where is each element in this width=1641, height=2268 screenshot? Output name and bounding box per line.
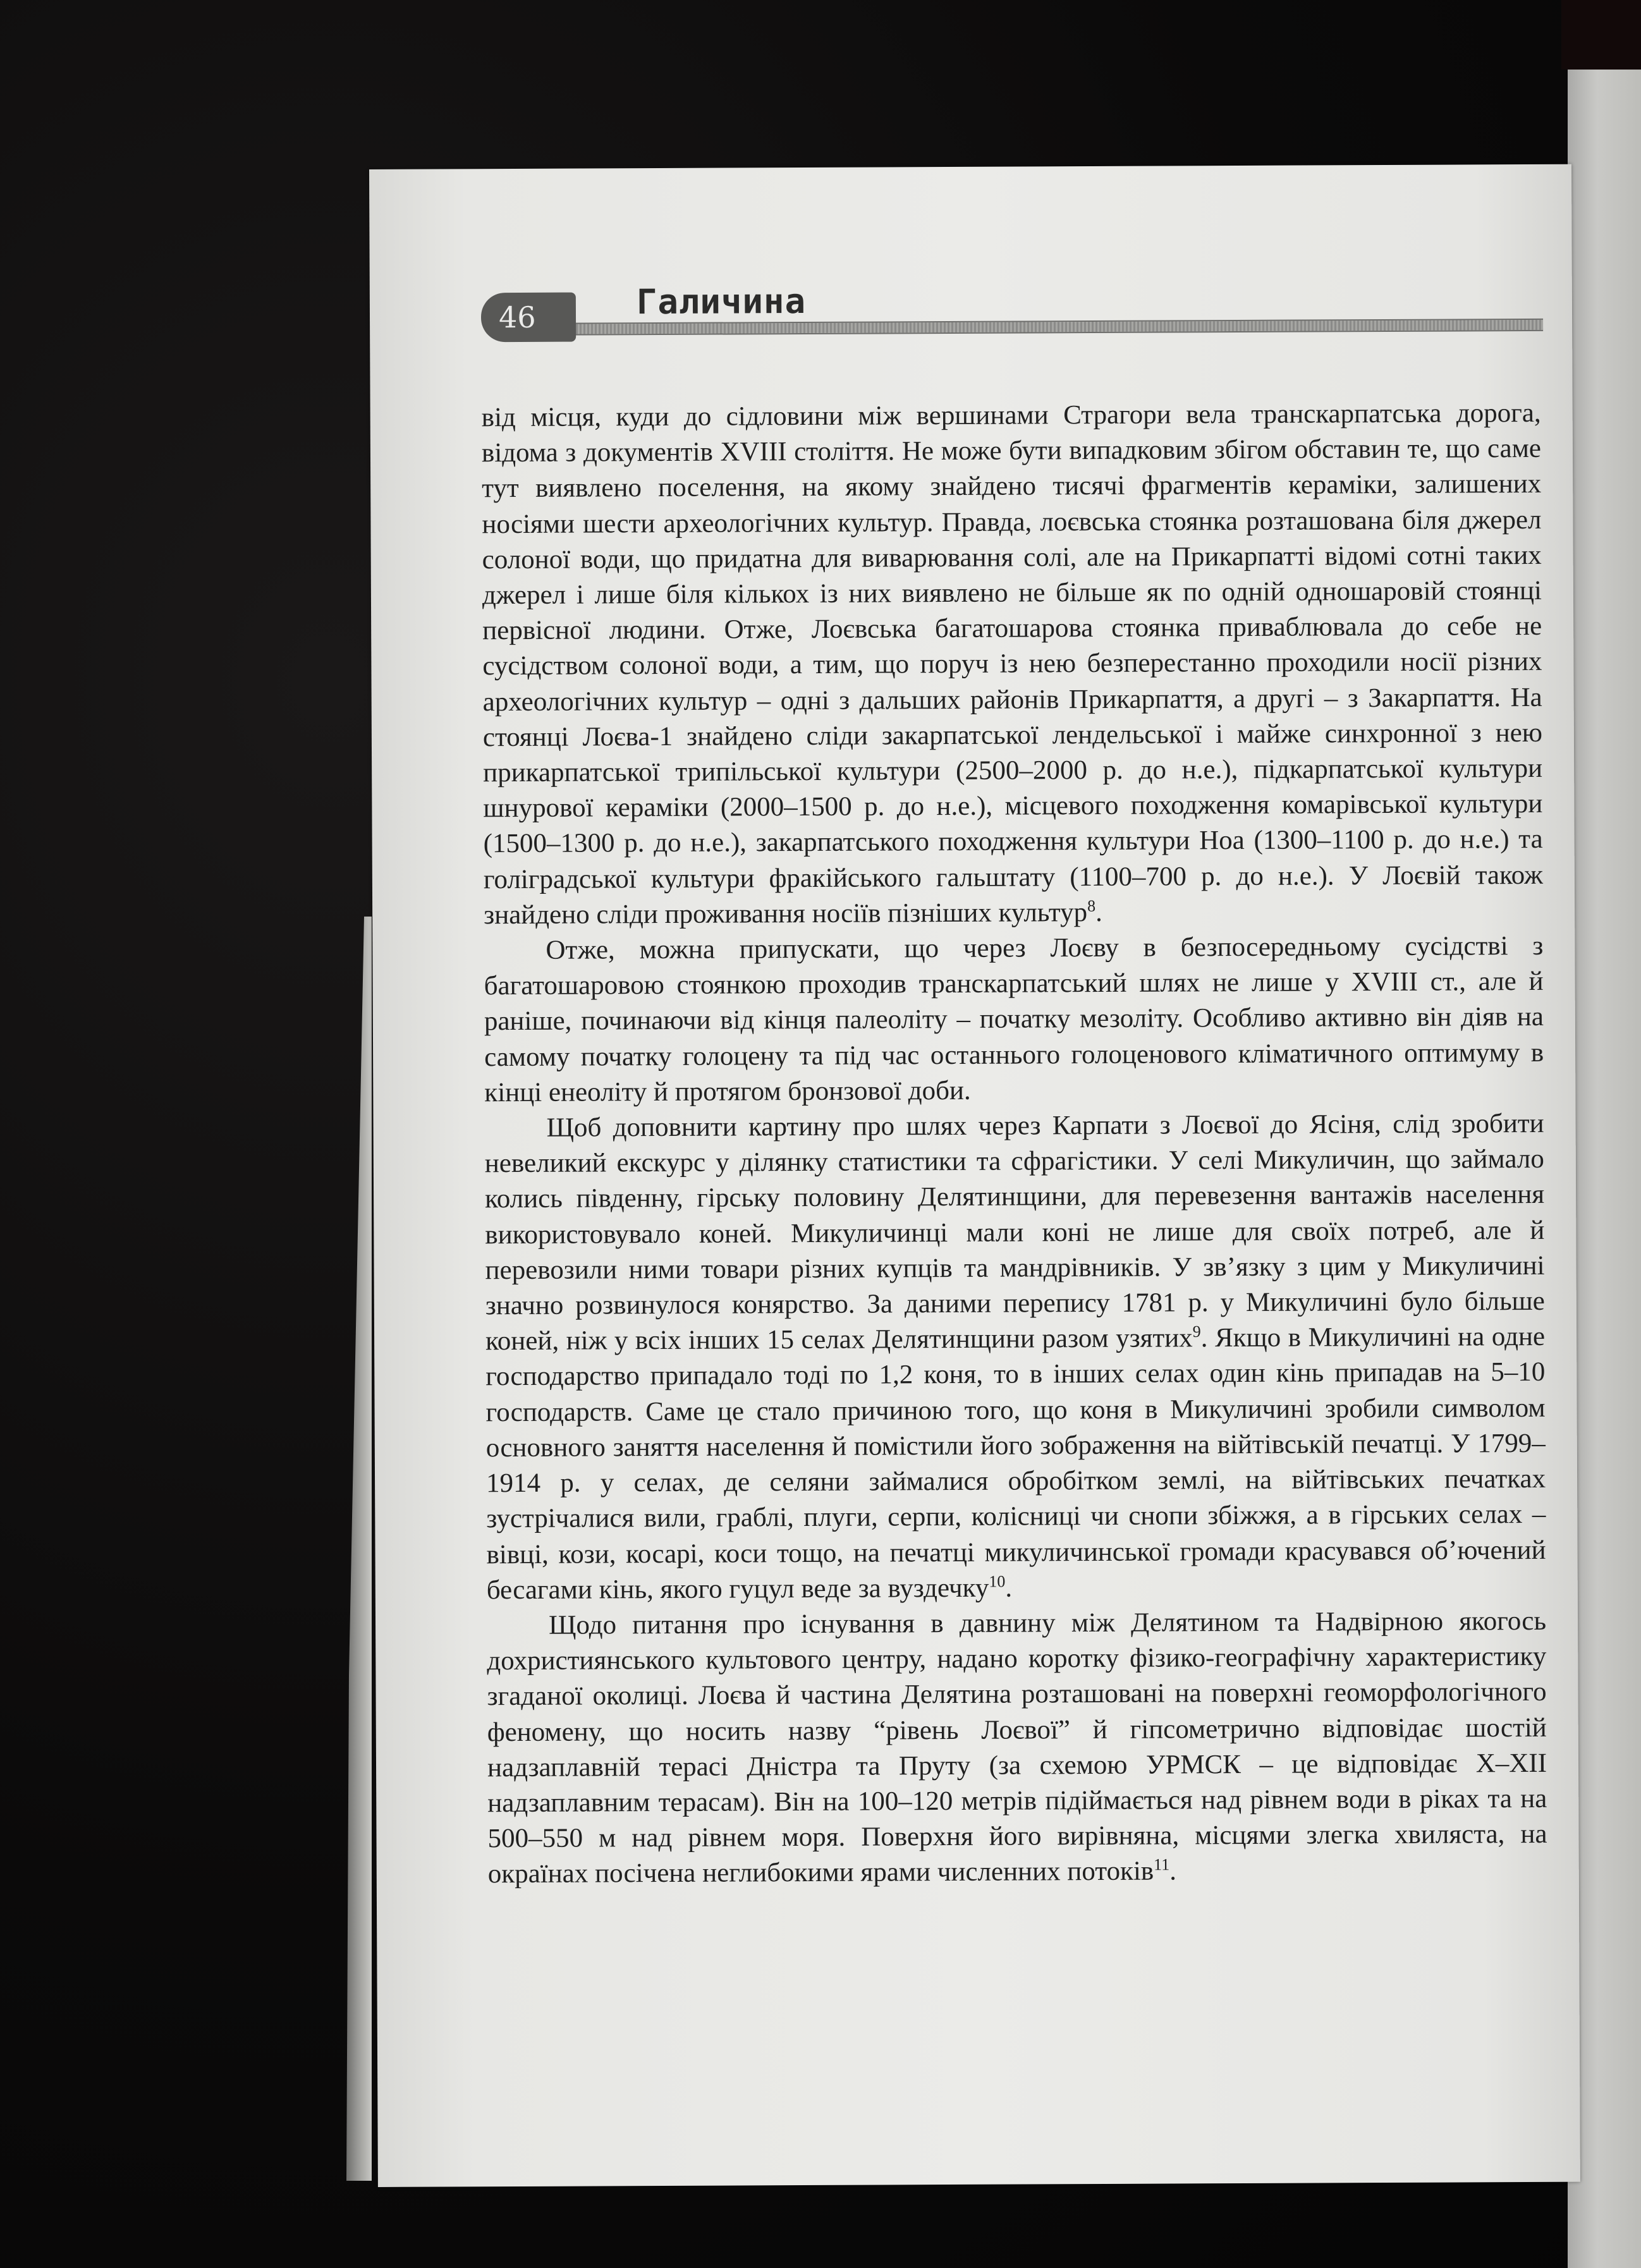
paragraph bbox=[482, 396, 1544, 933]
paragraph-text: від місця, куди до сідловини між вершинами Страгори вела транскарпатська дорога, відома з документів XVIII століття. Не може бути випадковим збігом обставин те, що саме тут виявлено поселення, на якому знайдено тисячі фрагментів кераміки, залишених носіями шести археологічних культур. Правда, лоєвська стоянка розташована біля джерел солоної води, що придатна для виварювання солі, але на Прикарпатті відомі сотні таких джерел і лише біля кількох із них виявлено не більше як по одній одношаровій стоянці первісної людини. Отже, Лоєвська багатошарова стоянка приваблювала до себе не сусідством солоної води, а тим, що поруч із нею безперестанно проходили носії різних археологічних культур – одні з дальших районів Прикарпаття, а другі – з Закарпаття. На стоянці Лоєва-1 знайдено сліди закарпатської лендельської і майже синхронної з нею прикарпатської трипільської культури (2500–2000 р. до н.е.), підкарпатської культури шнурової кераміки (2000–1500 р. до н.е.), місцевого походження комарівської культури (1500–1300 р. до н.е.), закарпатського походження культури Ноа (1300–1100 р. до н.е.) та голіградської культури фракійського гальштату (1100–700 р. до н.е.). У Лоєвій також знайдено сліди проживання носіїв пізніших культур bbox=[481, 398, 1543, 930]
paragraph-text: . bbox=[1169, 1856, 1177, 1886]
paragraph bbox=[484, 929, 1544, 1111]
footnote-marker[interactable]: 11 bbox=[1154, 1855, 1170, 1874]
paragraph-text: . Якщо в Микуличині на одне господарство припадало тоді по 1,2 коня, то в інших селах один кінь припадав на 5–10 господарств. Саме це стало причиною того, що коня в Микуличині зробили символом основного заняття населення й помістили його зображення на війтівській печатці. У 1799–1914 р. у селах, де селяни займалися обробітком землі, на війтівських печатках зустрічалися вили, граблі, плуги, серпи, колісниці чи снопи збіжжя, а в гірських селах – вівці, кози, косарі, коси тощо, на печатці микуличинської громади красувався об’ючений бесагами кінь, якого гуцул веде за вуздечку bbox=[485, 1322, 1546, 1605]
page-number: 46 bbox=[481, 293, 576, 343]
paragraph-text: Щоб доповнити картину про шлях через Карпати з Лоєвої до Ясіня, слід зробити невеликий екскурс у ділянку статистики та сфрагістики. У селі Микуличин, що займало колись південну, гірську половину Делятинщини, для перевезення вантажів населення використовувало коней. Микуличинці мали коні не лише для своїх потреб, але й перевозили ними товари різних купців та мандрівників. У зв’язку з цим у Микуличині значно розвинулося конярство. За даними перепису 1781 р. у Микуличині було більше коней, ніж у всіх інших 15 селах Делятинщини разом узятих bbox=[484, 1108, 1545, 1357]
page-header bbox=[481, 282, 1543, 343]
book-page bbox=[369, 164, 1580, 2187]
running-title: Галичина bbox=[636, 281, 807, 322]
paragraph bbox=[484, 1106, 1546, 1608]
scanner-edge bbox=[1561, 0, 1641, 70]
paragraph-text: Отже, можна припускати, що через Лоєву в безпосередньому сусідстві з багатошаровою стоянкою проходив транскарпатський шлях не лише у XVIII ст., але й раніше, починаючи від кінця палеоліту – початку мезоліту. Особливо активно він діяв на самому початку голоцену та під час останнього голоценового кліматичного оптимуму в кінці енеоліту й протягом бронзової доби. bbox=[484, 930, 1544, 1108]
paragraph-text: . bbox=[1005, 1573, 1013, 1603]
footnote-marker[interactable]: 9 bbox=[1192, 1322, 1201, 1341]
paragraph bbox=[487, 1604, 1547, 1893]
footnote-marker[interactable]: 10 bbox=[989, 1572, 1006, 1591]
paragraph-text: . bbox=[1095, 897, 1102, 927]
footnote-marker[interactable]: 8 bbox=[1087, 896, 1096, 915]
paragraph-text: Щодо питання про існування в давнину між Делятином та Надвірною якогось дохристиянського культового центру, надано коротку фізико-географічну характеристику згаданої околиці. Лоєва й частина Делятина розташовані на поверхні геоморфологічного феномену, що носить назву “рівень Лоєвої” й гіпсометрично відповідає шостій надзаплавній терасі Дністра та Пруту (за схемою УРМСК – це відповідає Х–ХІІ надзаплавним терасам). Він на 100–120 метрів підіймається над рівнем води в ріках та на 500–550 м над рівнем моря. Поверхня його вирівняна, місцями злегка хвиляста, на окраїнах посічена неглибокими ярами численних потоків bbox=[487, 1606, 1547, 1889]
body-text bbox=[482, 396, 1547, 1893]
